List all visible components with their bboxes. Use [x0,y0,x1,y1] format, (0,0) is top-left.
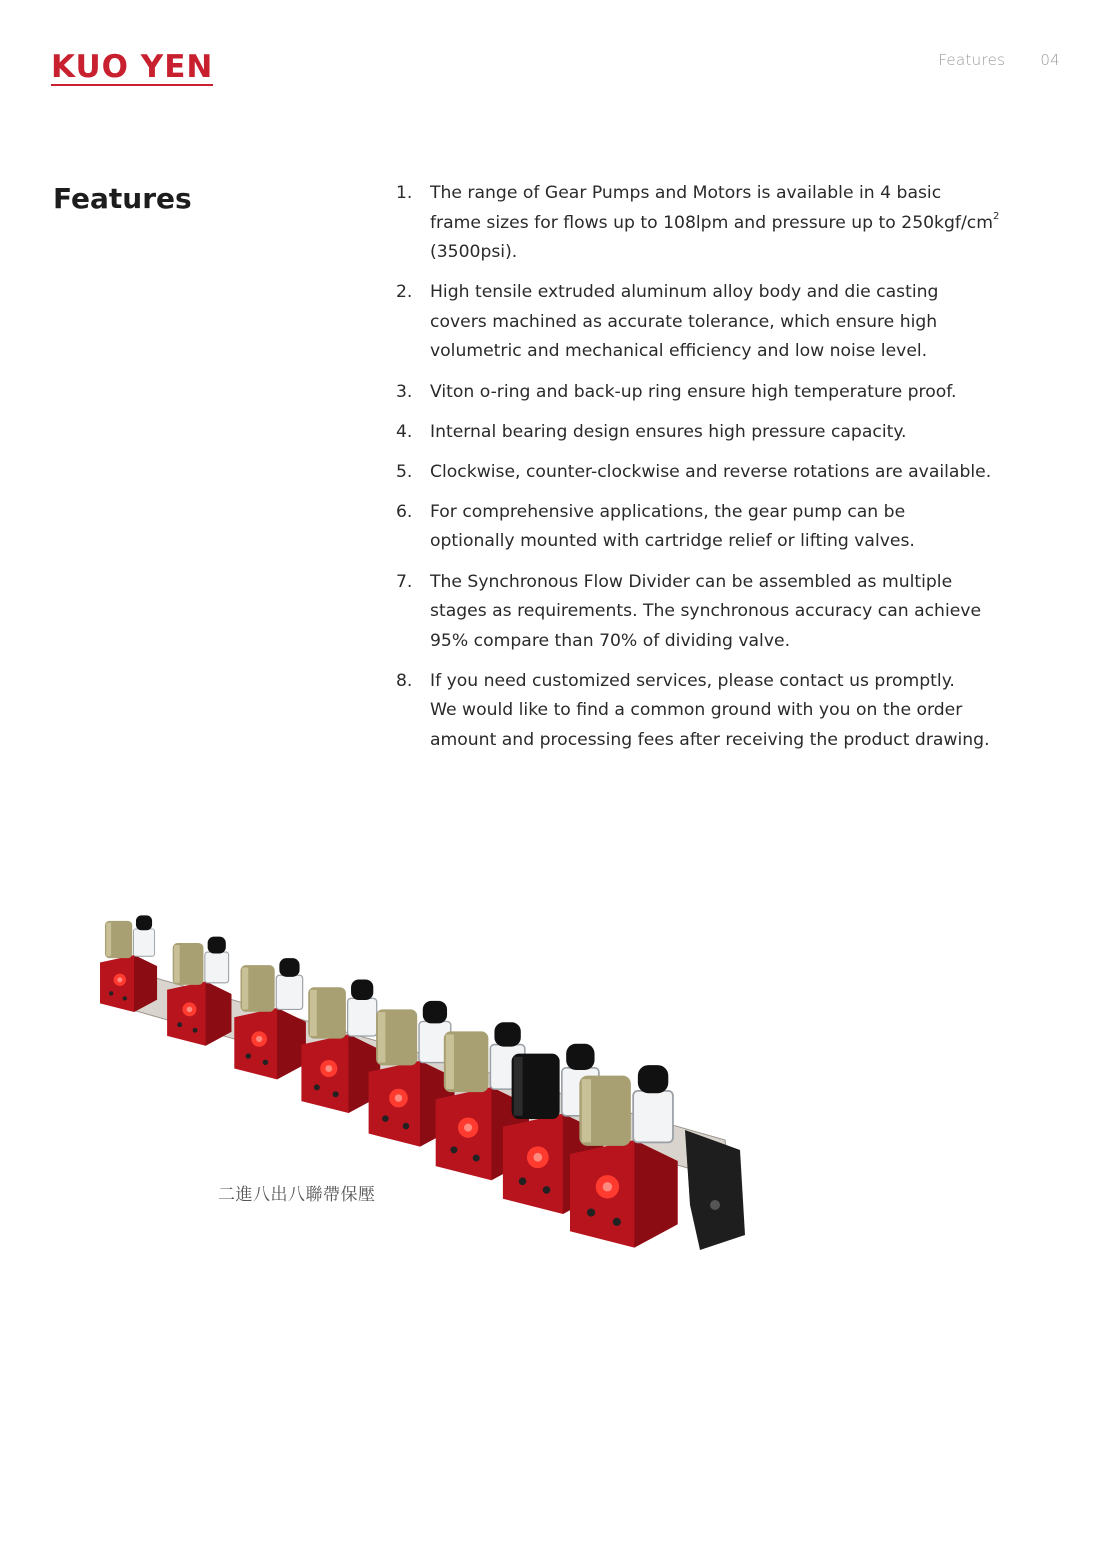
port-light-center [395,1094,402,1101]
port-light-center [187,1007,193,1013]
bolt-hole [314,1084,320,1090]
bolt-hole [450,1146,457,1153]
feature-line: 95% compare than 70% of dividing valve. [430,630,791,651]
feature-text [430,458,1056,488]
bolt-hole [333,1091,339,1097]
feature-line: stages as requirements. The synchronous accuracy can achieve [430,601,982,622]
cable-gland [494,1022,520,1046]
product-image-flow-divider-assembly [95,905,755,1260]
section-label: Features [938,51,1006,69]
coil-highlight [106,923,111,956]
cable-gland [208,937,226,954]
coil-highlight [310,990,317,1036]
page-header-info [938,51,1060,69]
feature-item [396,667,1056,756]
feature-item [396,278,1056,367]
feature-number: 8. [396,670,413,691]
product-caption: 二進八出八聯帶保壓 [218,1185,376,1205]
port-light-center [603,1182,612,1191]
cable-gland [566,1044,594,1070]
coil-highlight [174,945,180,983]
feature-line: For comprehensive applications, the gear pump can be [430,501,906,522]
bracket-hole [710,1200,720,1210]
brand-logo [51,49,214,86]
cable-gland [136,915,152,930]
coil-highlight [514,1057,523,1116]
feature-text [430,418,1056,448]
feature-line: (3500psi). [430,242,518,263]
bolt-hole [543,1186,551,1194]
feature-line: We would like to find a common ground with you on the order [430,700,963,721]
connector-box [205,952,229,983]
feature-item [396,418,1056,448]
bolt-hole [177,1022,182,1027]
connector-box [348,998,377,1036]
port-light-center [117,977,122,982]
connector-box [133,929,154,956]
feature-item [396,179,1056,268]
valve-module [167,937,231,1046]
feature-line: Internal bearing design ensures high pressure capacity. [430,421,907,442]
feature-number: 4. [396,421,413,442]
bolt-hole [109,991,113,995]
coil-highlight [446,1034,454,1089]
feature-number: 1. [396,183,413,203]
feature-line: If you need customized services, please contact us promptly. [430,670,955,691]
port-light-center [325,1065,332,1072]
feature-number: 2. [396,282,413,303]
mounting-bracket [685,1130,745,1250]
feature-item [396,568,1056,657]
cable-gland [279,958,299,977]
feature-line: High tensile extruded aluminum alloy body and die casting [430,282,939,303]
coil-highlight [582,1079,591,1142]
section-title: Features [53,182,192,215]
cable-gland [351,980,373,1001]
feature-line: Viton o-ring and back-up ring ensure high temperature proof. [430,381,957,402]
feature-line: The Synchronous Flow Divider can be assembled as multiple [430,571,953,592]
bolt-hole [519,1177,527,1185]
feature-text [430,179,1056,268]
cable-gland [638,1065,668,1093]
feature-number: 7. [396,571,413,592]
coil-highlight [378,1012,385,1062]
valve-module [570,1065,678,1248]
feature-item [396,378,1056,408]
feature-line: volumetric and mechanical efficiency and low noise level. [430,341,928,362]
brand-name: KUO YEN [51,49,214,85]
port-light-center [256,1036,262,1042]
connector-box [276,975,302,1009]
feature-number: 3. [396,381,413,402]
feature-text [430,278,1056,367]
bolt-hole [587,1208,595,1216]
bolt-hole [382,1115,389,1122]
feature-line: The range of Gear Pumps and Motors is available in 4 basic [430,183,942,203]
bolt-hole [403,1123,410,1130]
feature-item [396,458,1056,488]
feature-line: amount and processing fees after receiving the product drawing. [430,730,990,750]
feature-line: optionally mounted with cartridge relief or lifting valves. [430,531,915,552]
feature-list [396,179,1056,766]
valve-module [100,915,157,1012]
feature-text [430,568,1056,657]
feature-text [430,667,1056,756]
valve-module [301,980,380,1114]
feature-item [396,498,1056,557]
cable-gland [423,1001,447,1023]
feature-number: 5. [396,461,413,482]
valve-module [234,958,305,1079]
page-number: 04 [1040,51,1060,69]
feature-line: frame sizes for flows up to 108lpm and pressure up to $250kgf/cm^2$ [430,210,1000,233]
feature-text [430,498,1056,557]
bolt-hole [193,1028,198,1033]
connector-box [633,1091,673,1142]
coil-highlight [242,967,248,1009]
feature-text [430,378,1056,408]
bolt-hole [123,996,127,1000]
bolt-hole [473,1154,480,1161]
superscript: 2 [992,210,1000,222]
feature-line: Clockwise, counter-clockwise and reverse rotations are available. [430,461,992,482]
feature-number: 6. [396,501,413,522]
bolt-hole [246,1053,251,1058]
bolt-hole [263,1060,268,1065]
port-light-center [533,1153,542,1162]
port-light-center [464,1124,472,1132]
feature-line: covers machined as accurate tolerance, which ensure high [430,311,938,332]
bolt-hole [613,1218,621,1226]
